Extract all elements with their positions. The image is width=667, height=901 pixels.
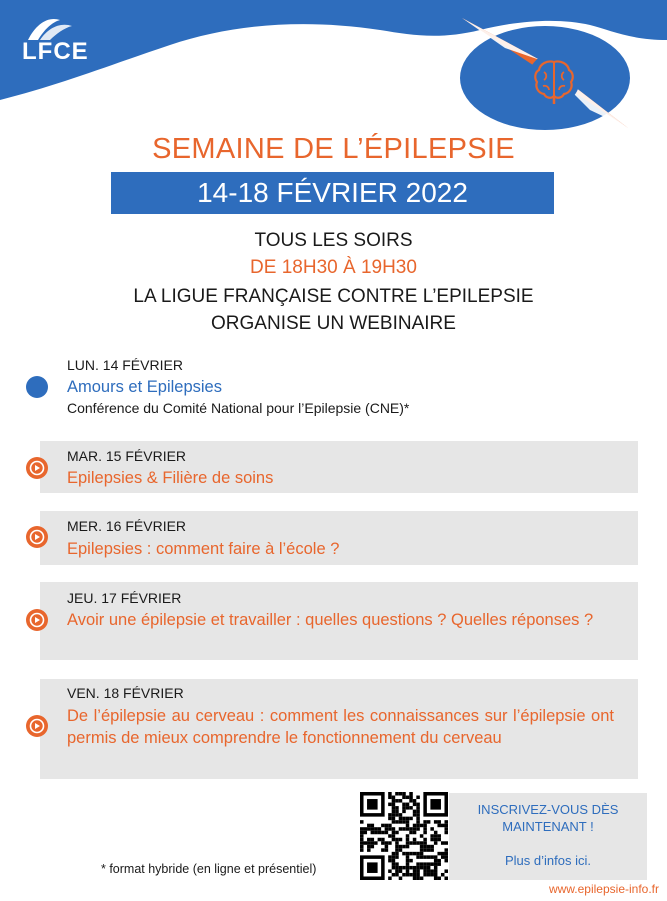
event-thursday: [40, 582, 638, 660]
event-day: MER. 16 FÉVRIER: [67, 518, 187, 534]
play-icon: [26, 526, 48, 548]
play-icon: [26, 715, 48, 737]
event-friday: [40, 679, 638, 779]
signup-text: INSCRIVEZ-VOUS DÈS MAINTENANT !: [477, 802, 619, 834]
logo-text: LFCE: [22, 38, 89, 65]
event-subtitle: Conférence du Comité National pour l’Epilepsie (CNE)*: [67, 400, 410, 416]
play-icon: [26, 457, 48, 479]
intro-line-2: DE 18H30 À 19H30: [250, 257, 417, 278]
page-title: SEMAINE DE L’ÉPILEPSIE: [152, 133, 515, 165]
more-info-link[interactable]: Plus d’infos ici.: [505, 853, 591, 868]
event-wednesday: [40, 511, 638, 565]
footnote: * format hybride (en ligne et présentiel): [101, 862, 317, 876]
event-day: MAR. 15 FÉVRIER: [67, 448, 187, 464]
compass-brain-icon: [527, 52, 581, 106]
intro-line-1: TOUS LES SOIRS: [254, 230, 413, 251]
event-topic[interactable]: Epilepsies & Filière de soins: [67, 469, 274, 487]
event-day: VEN. 18 FÉVRIER: [67, 685, 184, 701]
event-day: LUN. 14 FÉVRIER: [67, 357, 183, 373]
play-icon: [26, 609, 48, 631]
intro-line-4: ORGANISE UN WEBINAIRE: [211, 313, 456, 334]
bullet-dot-icon: [26, 376, 48, 398]
website-link[interactable]: www.epilepsie-info.fr: [548, 882, 659, 896]
event-tuesday: [40, 441, 638, 493]
event-day: JEU. 17 FÉVRIER: [67, 590, 182, 606]
signup-box[interactable]: [449, 793, 647, 880]
qr-code[interactable]: [360, 792, 448, 880]
event-monday: [40, 350, 638, 428]
date-banner: 14-18 FÉVRIER 2022: [111, 172, 554, 214]
event-topic[interactable]: Avoir une épilepsie et travailler : quelles questions ? Quelles réponses ?: [67, 611, 594, 629]
event-topic[interactable]: Epilepsies : comment faire à l’école ?: [67, 540, 340, 558]
event-topic[interactable]: De l’épilepsie au cerveau : comment les connaissances sur l’épilepsie ont permis de mieux comprendre le fonctionnement du cerveau: [67, 707, 614, 747]
intro-line-3: LA LIGUE FRANÇAISE CONTRE L’EPILEPSIE: [133, 286, 534, 307]
event-topic[interactable]: Amours et Epilepsies: [67, 378, 222, 396]
